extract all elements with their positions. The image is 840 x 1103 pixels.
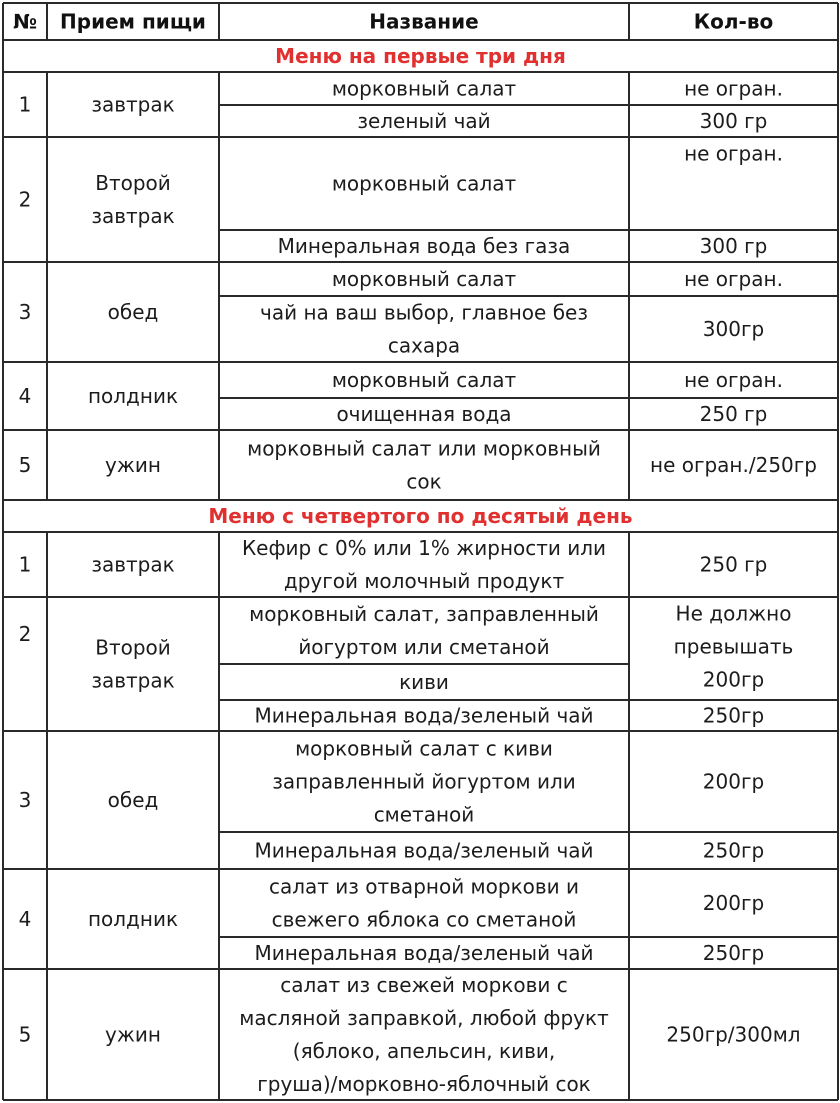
- meal-number: 3: [18, 788, 32, 812]
- item-name: морковный салат или морковный: [247, 436, 601, 461]
- item-quantity: 250 гр: [699, 402, 768, 426]
- shared-quantity: превышать: [673, 634, 794, 659]
- item-name: Минеральная вода/зеленый чай: [254, 703, 594, 728]
- item-name: очищенная вода: [336, 402, 512, 426]
- item-name: Минеральная вода/зеленый чай: [254, 838, 594, 863]
- header-meal: Прием пищи: [60, 9, 206, 34]
- item-name: зеленый чай: [357, 109, 491, 133]
- meal-number: 1: [18, 92, 32, 117]
- item-name: морковный салат: [331, 368, 517, 392]
- meal-number: 4: [18, 907, 32, 931]
- item-quantity: 300 гр: [699, 234, 768, 258]
- section-title: Меню с четвертого по десятый день: [208, 504, 633, 528]
- meal-type: обед: [107, 788, 159, 812]
- meal-type: завтрак: [91, 668, 175, 693]
- meal-type: полдник: [87, 384, 179, 408]
- meal-type: завтрак: [91, 552, 175, 577]
- meal-type: завтрак: [91, 204, 175, 228]
- section-title: Меню на первые три дня: [275, 44, 566, 68]
- item-name: Минеральная вода/зеленый чай: [254, 941, 594, 965]
- item-name: масляной заправкой, любой фрукт: [239, 1006, 609, 1030]
- item-name: чай на ваш выбор, главное без: [260, 300, 588, 325]
- item-quantity: 250гр: [702, 838, 765, 863]
- item-quantity: 300гр: [702, 317, 765, 341]
- item-name: свежего яблока со сметаной: [271, 907, 577, 932]
- item-name: Минеральная вода без газа: [277, 234, 571, 258]
- meal-type: обед: [107, 300, 159, 324]
- meal-number: 5: [18, 453, 32, 477]
- item-quantity: 250гр: [702, 941, 765, 965]
- item-quantity: не огран.: [684, 141, 783, 166]
- item-quantity: 250 гр: [699, 552, 768, 577]
- item-name: заправленный йогуртом или: [272, 769, 576, 794]
- meal-number: 5: [18, 1022, 32, 1047]
- item-quantity: 250гр/300мл: [666, 1022, 801, 1047]
- item-quantity: 200гр: [702, 769, 765, 794]
- item-quantity: не огран.: [684, 76, 783, 101]
- item-name: сок: [406, 469, 442, 494]
- item-name: морковный салат, заправленный: [249, 602, 599, 626]
- item-name: морковный салат: [331, 76, 517, 101]
- meal-number: 1: [18, 552, 32, 577]
- item-name: киви: [399, 670, 449, 694]
- meal-number: 2: [18, 187, 32, 212]
- item-name: сахара: [387, 333, 461, 358]
- item-name: сметаной: [373, 802, 475, 827]
- meal-number: 2: [18, 622, 32, 646]
- meal-number: 3: [18, 300, 32, 324]
- item-quantity: 250гр: [702, 703, 765, 728]
- header-num: №: [12, 9, 38, 34]
- item-name: (яблоко, апельсин, киви,: [292, 1039, 556, 1063]
- item-name: морковный салат с киви: [295, 736, 553, 761]
- item-name: Кефир с 0% или 1% жирности или: [241, 536, 607, 560]
- item-name: морковный салат: [331, 171, 517, 196]
- shared-quantity: 200гр: [702, 667, 765, 692]
- meal-type: Второй: [95, 635, 171, 660]
- item-name: салат из свежей моркови с: [280, 973, 568, 997]
- item-name: салат из отварной моркови и: [268, 874, 580, 899]
- item-quantity: не огран.: [684, 368, 783, 392]
- header-qty: Кол-во: [693, 9, 774, 34]
- item-name: йогуртом или сметаной: [298, 635, 550, 659]
- item-quantity: не огран./250гр: [650, 453, 817, 477]
- meal-type: ужин: [105, 1022, 161, 1047]
- item-quantity: 300 гр: [699, 109, 768, 133]
- meal-type: Второй: [95, 171, 171, 195]
- item-name: морковный салат: [331, 267, 517, 291]
- meal-type: завтрак: [91, 92, 175, 117]
- meal-type: ужин: [105, 453, 161, 477]
- item-name: другой молочный продукт: [283, 569, 565, 593]
- meal-number: 4: [18, 384, 32, 408]
- item-quantity: 200гр: [702, 891, 765, 915]
- meal-type: полдник: [87, 907, 179, 931]
- shared-quantity: Не должно: [675, 601, 792, 626]
- item-name: груша)/морковно-яблочный сок: [257, 1072, 591, 1096]
- header-name: Название: [369, 9, 479, 34]
- item-quantity: не огран.: [684, 267, 783, 291]
